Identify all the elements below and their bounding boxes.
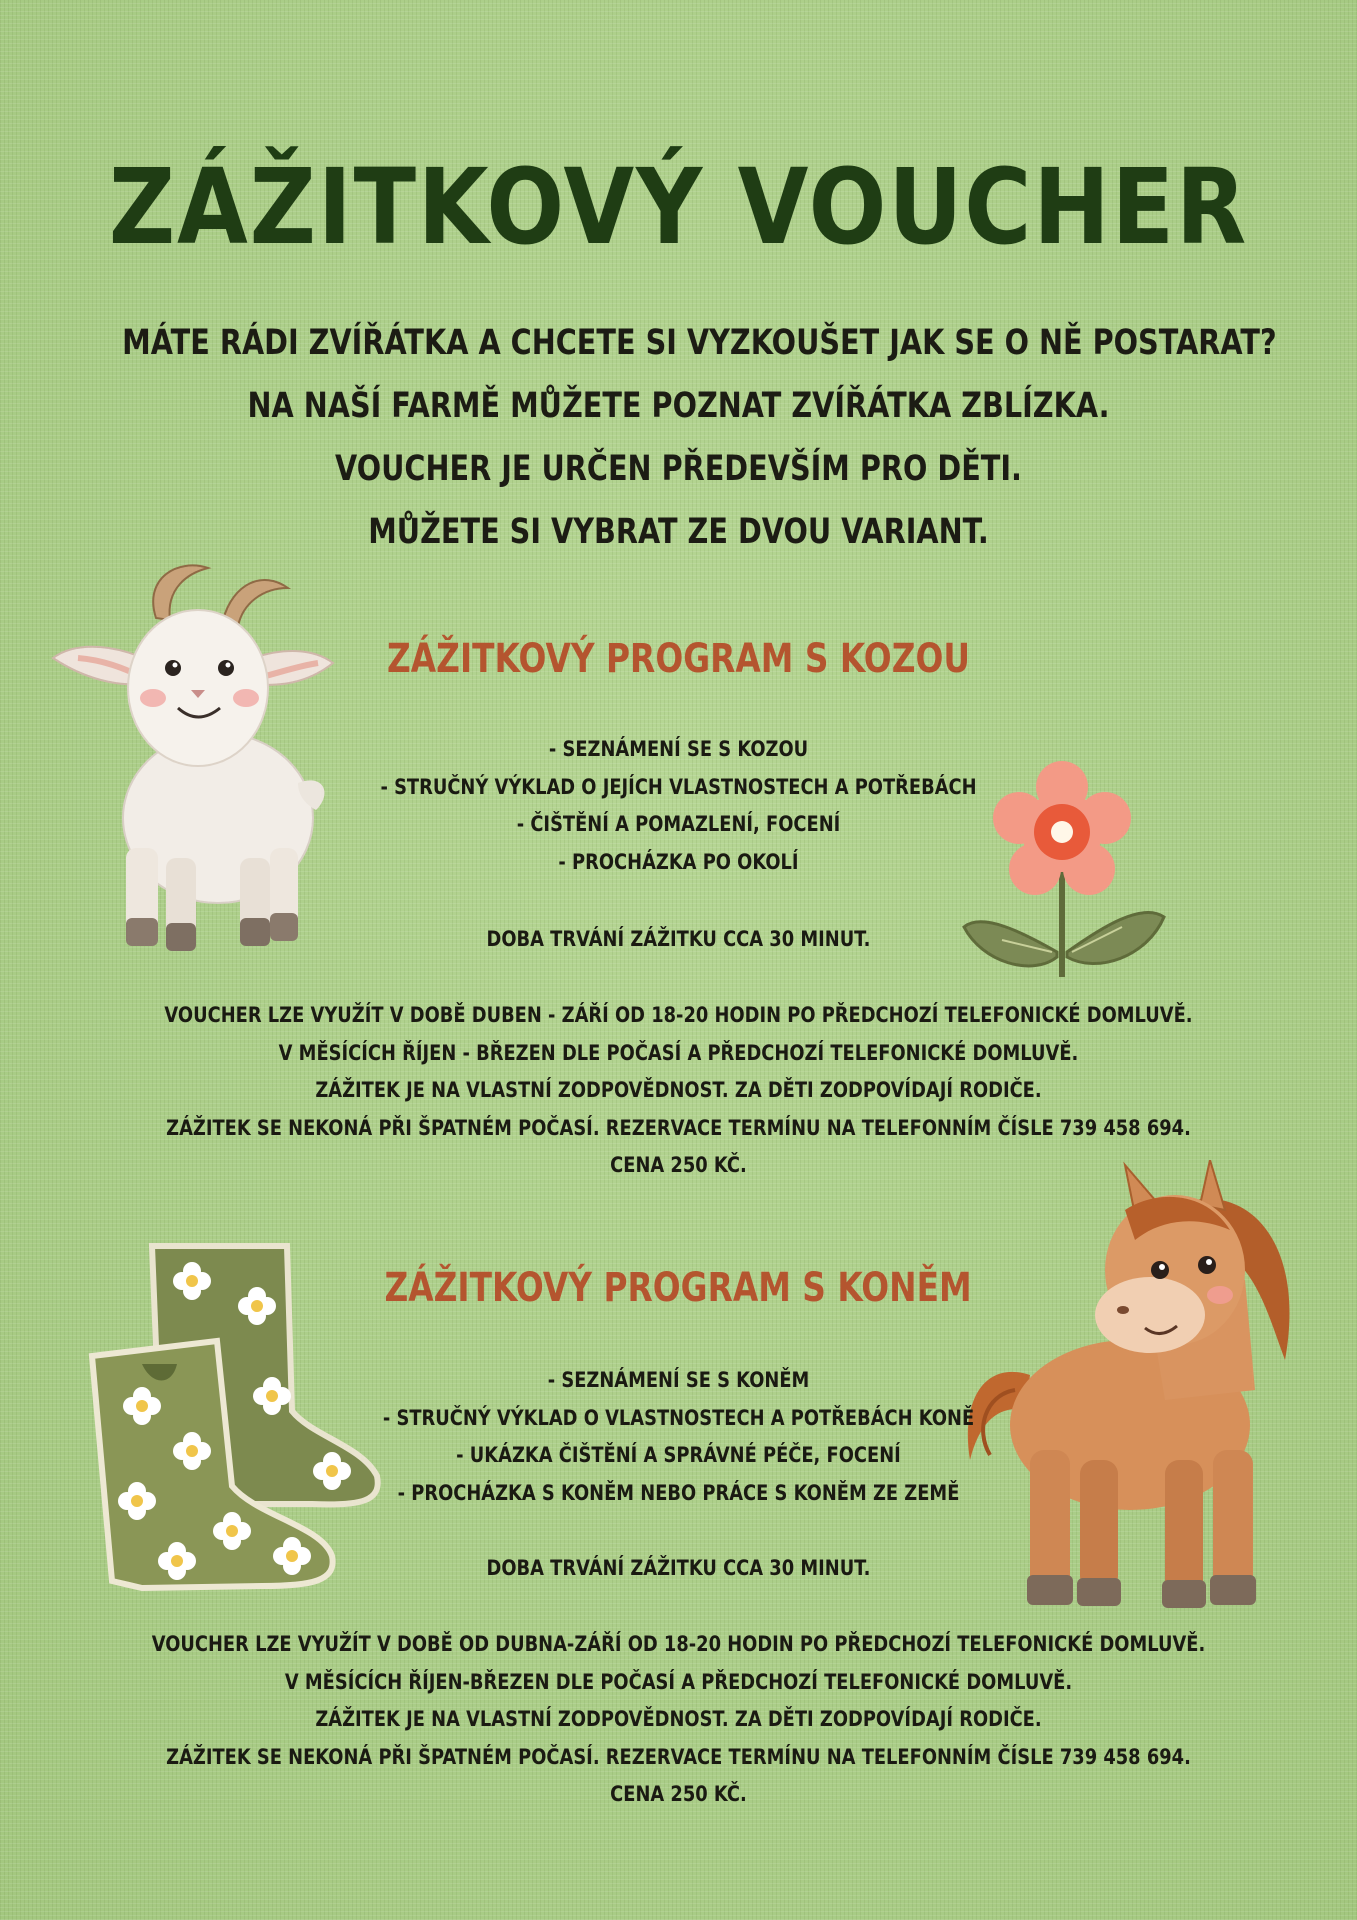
price: CENA 250 KČ. <box>610 1782 747 1806</box>
goat-program-title: ZÁŽITKOVÝ PROGRAM S KOZOU <box>386 636 970 682</box>
list-item: - SEZNÁMENÍ SE S KOZOU <box>548 737 809 761</box>
list-item: - UKÁZKA ČIŠTĚNÍ A SPRÁVNÉ PÉČE, FOCENÍ <box>456 1443 901 1467</box>
horse-program-items <box>0 1362 1357 1512</box>
intro-line: VOUCHER JE URČEN PŘEDEVŠÍM PRO DĚTI. <box>335 449 1022 489</box>
list-item: - ČIŠTĚNÍ A POMAZLENÍ, FOCENÍ <box>516 812 841 836</box>
horse-program-title: ZÁŽITKOVÝ PROGRAM S KONĚM <box>384 1265 973 1311</box>
voucher-title: ZÁŽITKOVÝ VOUCHER <box>108 146 1249 268</box>
info-line: ZÁŽITEK JE NA VLASTNÍ ZODPOVĚDNOST. ZA DĚTI ZODPOVÍDAJÍ RODIČE. <box>315 1078 1042 1102</box>
info-line: ZÁŽITEK SE NEKONÁ PŘI ŠPATNÉM POČASÍ. REZERVACE TERMÍNU NA TELEFONNÍM ČÍSLE 739 458 694. <box>166 1115 1191 1140</box>
list-item: - SEZNÁMENÍ SE S KONĚM <box>547 1368 810 1392</box>
info-line: VOUCHER LZE VYUŽÍT V DOBĚ DUBEN - ZÁŘÍ OD 18-20 HODIN PO PŘEDCHOZÍ TELEFONICKÉ DOMLUVĚ. <box>164 1003 1193 1027</box>
list-item: - PROCHÁZKA PO OKOLÍ <box>558 849 799 874</box>
intro-line: MŮŽETE SI VYBRAT ZE DVOU VARIANT. <box>368 512 989 552</box>
intro-line: NA NAŠÍ FARMĚ MŮŽETE POZNAT ZVÍŘÁTKA ZBLÍZKA. <box>247 386 1110 426</box>
goat-program-items <box>0 731 1357 881</box>
horse-duration: DOBA TRVÁNÍ ZÁŽITKU CCA 30 MINUT. <box>486 1556 871 1580</box>
info-line: ZÁŽITEK SE NEKONÁ PŘI ŠPATNÉM POČASÍ. REZERVACE TERMÍNU NA TELEFONNÍM ČÍSLE 739 458 694. <box>166 1744 1191 1769</box>
horse-program-info <box>0 1626 1357 1814</box>
goat-duration: DOBA TRVÁNÍ ZÁŽITKU CCA 30 MINUT. <box>486 927 871 951</box>
list-item: - STRUČNÝ VÝKLAD O VLASTNOSTECH A POTŘEBÁCH KONĚ <box>382 1405 975 1430</box>
intro-line: MÁTE RÁDI ZVÍŘÁTKA A CHCETE SI VYZKOUŠET JAK SE O NĚ POSTARAT? <box>122 323 1277 363</box>
info-line: V MĚSÍCÍCH ŘÍJEN - BŘEZEN DLE POČASÍ A PŘEDCHOZÍ TELEFONICKÉ DOMLUVĚ. <box>278 1040 1079 1065</box>
intro-text <box>0 312 1357 564</box>
price: CENA 250 KČ. <box>610 1153 747 1177</box>
info-line: V MĚSÍCÍCH ŘÍJEN-BŘEZEN DLE POČASÍ A PŘEDCHOZÍ TELEFONICKÉ DOMLUVĚ. <box>284 1669 1073 1694</box>
list-item: - STRUČNÝ VÝKLAD O JEJÍCH VLASTNOSTECH A POTŘEBÁCH <box>380 774 977 799</box>
list-item: - PROCHÁZKA S KONĚM NEBO PRÁCE S KONĚM ZE ZEMĚ <box>397 1480 960 1505</box>
info-line: VOUCHER LZE VYUŽÍT V DOBĚ OD DUBNA-ZÁŘÍ OD 18-20 HODIN PO PŘEDCHOZÍ TELEFONICKÉ DOMLUVĚ. <box>151 1632 1206 1656</box>
goat-program-info <box>0 997 1357 1185</box>
info-line: ZÁŽITEK JE NA VLASTNÍ ZODPOVĚDNOST. ZA DĚTI ZODPOVÍDAJÍ RODIČE. <box>315 1707 1042 1731</box>
